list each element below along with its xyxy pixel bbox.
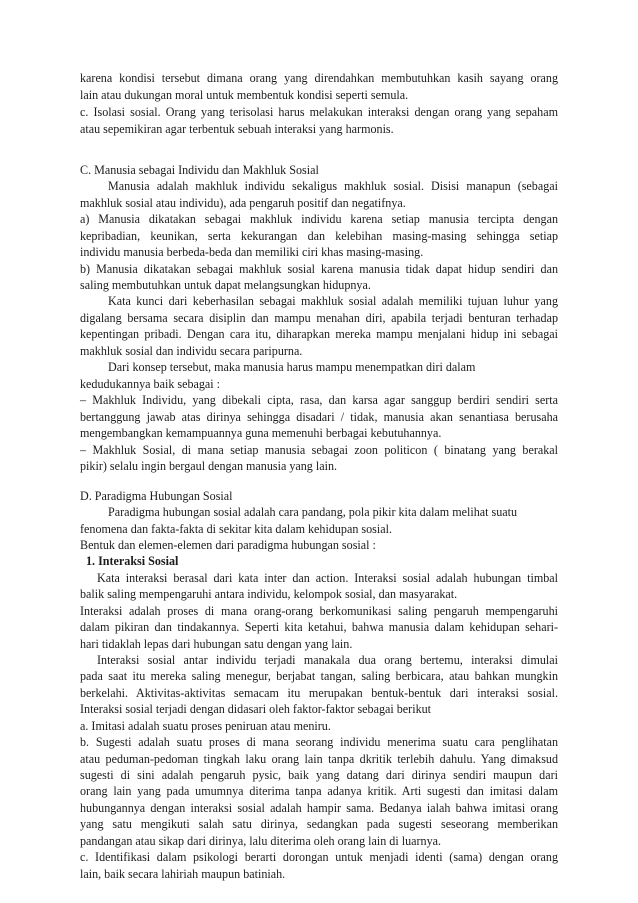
text-line: saling membutuhkan untuk dapat melangsungkan hidupnya. (80, 278, 371, 292)
text-line: Paradigma hubungan sosial adalah cara pandang, pola pikir kita dalam melihat suatu (108, 505, 518, 519)
text-line: c. Identifikasi dalam psikologi berarti dorongan untuk menjadi identi (sama) dengan orang (80, 850, 558, 864)
text-line: b. Sugesti adalah suatu proses di mana seorang individu menerima suatu cara penglihatan (80, 735, 558, 749)
text-line: lain atau dukungan moral untuk membentuk kondisi seperti semula. (80, 88, 409, 102)
text-line: berkelahi. Aktivitas-aktivitas semacam itu merupakan bentuk-bentuk dari interaksi sosial. (80, 686, 558, 700)
text-line: kepentingan pribadi. Dengan cara itu, diharapkan mereka mampu menjalani hidup ini sebagai (80, 327, 558, 341)
text-line: kepribadian, keunikan, serta kekurangan dan kelebihan masing-masing sehingga setiap (80, 229, 558, 243)
text-line: Interaksi adalah proses di mana orang-orang berkomunikasi saling pengaruh mempengaruhi (80, 604, 558, 618)
text-line: karena kondisi tersebut dimana orang yang direndahkan membutuhkan kasih sayang orang (80, 71, 558, 85)
text-line: b) Manusia dikatakan sebagai makhluk sosial karena manusia tidak dapat hidup sendiri dan (80, 262, 558, 276)
text-line: C. Manusia sebagai Individu dan Makhluk Sosial (80, 163, 319, 177)
text-line: yang satu mengikuti salah satu dirinya, sedangkan pada sugesti seseorang memberikan (80, 817, 558, 831)
text-line: – Makhluk Individu, yang dibekali cipta, rasa, dan karsa agar sanggup berdiri sendiri serta (80, 393, 558, 407)
text-line: dalam pikiran dan tindakannya. Seperti kita ketahui, bahwa manusia dalam kehidupan sehari- (80, 620, 558, 634)
text-line: makhluk sosial dan individu secara paripurna. (80, 344, 303, 358)
text-line: digalang bersama secara disiplin dan mampu menahan diri, apabila terjadi benturan terhadap (80, 311, 558, 325)
text-line: mengembangkan kemampuannya guna memenuhi berbagai kebutuhannya. (80, 426, 442, 440)
text-line: makhluk sosial atau individu), ada pengaruh positif dan negatifnya. (80, 196, 406, 210)
text-line: pikir) selalu ingin bergaul dengan manusia yang lain. (80, 459, 338, 473)
text-line: individu manusia berbeda-beda dan memiliki ciri khas masing-masing. (80, 245, 424, 259)
text-line: Kata interaksi berasal dari kata inter dan action. Interaksi sosial adalah hubungan timbal (97, 571, 558, 585)
text-line: pada saat itu mereka saling menegur, berjabat tangan, saling berbicara, atau bahkan mungkin (80, 669, 558, 683)
text-line: lain, baik secara lahiriah maupun batiniah. (80, 867, 286, 881)
text-line: Kata kunci dari keberhasilan sebagai makhluk sosial adalah memiliki tujuan luhur yang (108, 294, 558, 308)
text-line: balik saling mempengaruhi antara individu, kelompok sosial, dan masyarakat. (80, 587, 458, 601)
text-line: c. Isolasi sosial. Orang yang terisolasi harus melakukan interaksi dengan orang yang sepaham (80, 105, 558, 119)
text-line: Bentuk dan elemen-elemen dari paradigma hubungan sosial : (80, 538, 376, 552)
text-line: Interaksi sosial antar individu terjadi manakala dua orang bertemu, interaksi dimulai (97, 653, 558, 667)
text-line: Dari konsep tersebut, maka manusia harus mampu menempatkan diri dalam (108, 360, 476, 374)
text-line: a) Manusia dikatakan sebagai makhluk individu karena setiap manusia tercipta dengan (80, 212, 558, 226)
section-heading: 1. Interaksi Sosial (86, 554, 179, 568)
text-line: bertanggung jawab atas dirinya sehingga disadari / tidak, manusia akan senantiasa berusaha (80, 410, 558, 424)
text-line: hari tidaklah lepas dari hubungan satu dengan yang lain. (80, 637, 353, 651)
text-line: atau peduman-pedoman tingkah laku orang lain tanpa dkritik terlebih dahulu. Yang dimaksud (80, 752, 558, 766)
text-line: – Makhluk Sosial, di mana setiap manusia sebagai zoon politicon ( binatang yang berakal (80, 443, 558, 457)
text-line: fenomena dan fakta-fakta di sekitar kita dalam kehidupan sosial. (80, 522, 392, 536)
text-line: orang lain yang pada umumnya diterima tanpa adanya kritik. Arti sugesti dan imitasi dalam (80, 784, 558, 798)
text-line: kedudukannya baik sebagai : (80, 377, 221, 391)
text-line: pandangan atau sikap dari dirinya, lalu diterima oleh orang lain di luarnya. (80, 834, 442, 848)
text-line: sugesti di sini adalah pengaruh pysic, baik yang datang dari dirinya sendiri maupun dari (80, 768, 558, 782)
text-line: a. Imitasi adalah suatu proses peniruan atau meniru. (80, 719, 331, 733)
text-line: atau sepemikiran agar terbentuk sebuah interaksi yang harmonis. (80, 122, 394, 136)
text-line: hubungannya dengan interaksi sosial adalah hampir sama. Bedanya ialah bahwa imitasi orang (80, 801, 558, 815)
text-line: Interaksi sosial terjadi dengan didasari oleh faktor-faktor sebagai berikut (80, 702, 432, 716)
text-line: D. Paradigma Hubungan Sosial (80, 489, 233, 503)
text-line: Manusia adalah makhluk individu sekaligus makhluk sosial. Disisi manapun (sebagai (108, 179, 558, 193)
